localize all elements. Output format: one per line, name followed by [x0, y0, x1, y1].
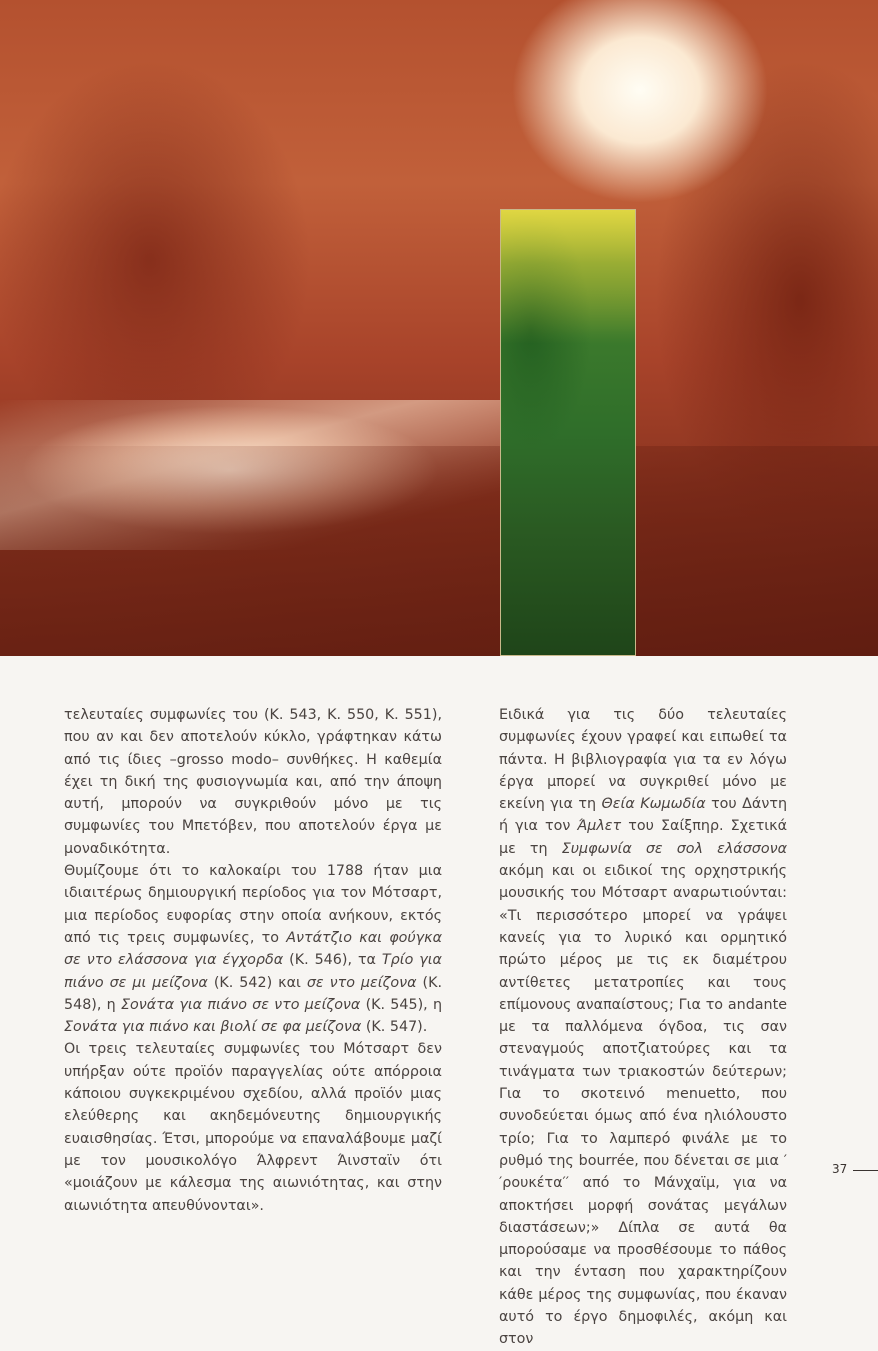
left-text-column [64, 704, 442, 1217]
paragraph [64, 1038, 442, 1216]
text-run: (Κ. 545), η [360, 996, 443, 1013]
paragraph [499, 704, 787, 1351]
text-run: (Κ. 547). [361, 1019, 428, 1036]
work-title-italic: Αντάτζιο και φούγκα σε ντο ελάσσονα για έγχορδα [64, 929, 442, 969]
paragraph [64, 704, 442, 860]
work-title-italic: Συμφωνία σε σολ ελάσσονα [561, 840, 788, 857]
text-run: (Κ. 546), τα [283, 952, 382, 969]
text-run: του Δάντη ή για τον [499, 796, 788, 835]
text-run: (Κ. 542) και [207, 974, 307, 991]
text-run: ακόμη και οι ειδικοί της ορχηστρικής μουσικής του Μότσαρτ αναρωτιούνται: «Τι περισσότερο μπορεί να γράψει κανείς για το λυρικό και ορμητικό πρώτο μέρος με τις εκ διαμέτρου αντίθετες μετατροπίες και τους επίμονους αναπαίστους; Για το andante με τα παλλόμενα όγδοα, τις σαν στεναγμούς αποτζιατούρες και τα τινάγματα των τριακοστών δεύτερων; Για το σκοτεινό menuetto, που συνοδεύεται όμως από ένα ηλιόλουστο τρίο; Για το λαμπερό φινάλε με το ρυθμό της bourrée, που δένεται σε μια ′′ρουκέτα′′ από το Μάνχαϊμ, για να αποκτήσει μορφή σονάτας μεγάλων διαστάσεων;» Δίπλα σε αυτά θα μπορούσαμε να προσθέσουμε το πάθος και την ένταση που χαρακτηρίζουν κάθε μέρος της συμφωνίας, που έκαναν αυτό το έργο δημοφιλές, ακόμη και στον [499, 863, 787, 1348]
work-title-italic: Άμλετ [577, 818, 622, 835]
work-title-italic: Σονάτα για πιάνο σε ντο μείζονα [120, 996, 361, 1013]
work-title-italic: Θεία Κωμωδία [601, 796, 706, 813]
text-run: Θυμίζουμε ότι το καλοκαίρι του 1788 ήταν μια ιδιαιτέρως δημιουργική περίοδος για τον Μότσαρτ, μια περίοδος ευφορίας στην οποία ανήκουν, εκτός από τις τρεις συμφωνίες, το [64, 863, 442, 946]
work-title-italic: σε ντο μείζονα [306, 974, 417, 991]
text-run: (Κ. 548), η [64, 974, 442, 1013]
right-text-column [499, 704, 787, 1351]
work-title-italic: Τρίο για πιάνο σε μι μείζονα [64, 952, 442, 991]
text-run: Οι τρεις τελευταίες συμφωνίες του Μότσαρτ δεν υπήρξαν ούτε προϊόν παραγγελίας ούτε απόρροια κάποιου συγκεκριμένου σχεδίου, αλλά προϊόν μιας ελεύθερης και ακηδεμόνευτης δημιουργικής ευαισθησίας. Έτσι, μπορούμε να επαναλάβουμε μαζί με τον μουσικολόγο Άλφρεντ Άινσταϊν ότι «μοιάζουν με κάλεσμα της αιωνιότητας, και στην αιωνιότητα απευθύνονται». [64, 1041, 442, 1214]
faded-heading-ghost [64, 660, 364, 696]
text-run: Ειδικά για τις δύο τελευταίες συμφωνίες έχουν γραφεί και ειπωθεί τα πάντα. Η βιβλιογραφία για τα εν λόγω έργα μπορεί να συγκριθεί μόνο με εκείνη για τη [499, 707, 787, 813]
cover-photo [0, 0, 878, 656]
green-tinted-panel [500, 209, 636, 656]
text-run: του Σαίξπηρ. Σχετικά με τη [499, 818, 787, 857]
paragraph [64, 860, 442, 1038]
forest-road [0, 446, 878, 656]
page-number-rule [853, 1170, 878, 1171]
text-run: τελευταίες συμφωνίες του (Κ. 543, Κ. 550, Κ. 551), που αν και δεν αποτελούν κύκλο, γράφτηκαν κάτω από τις ίδιες –grosso modo– συνθήκες. Η καθεμία έχει τη δική της φυσιογνωμία και, από την άποψη αυτή, μπορούν να συγκριθούν μόνο με τις συμφωνίες του Μπετόβεν, που αποτελούν έργα με μοναδικότητα. [64, 707, 442, 857]
page-number: 37 [832, 1162, 848, 1176]
work-title-italic: Σονάτα για πιάνο και βιολί σε φα μείζονα [64, 1019, 362, 1036]
